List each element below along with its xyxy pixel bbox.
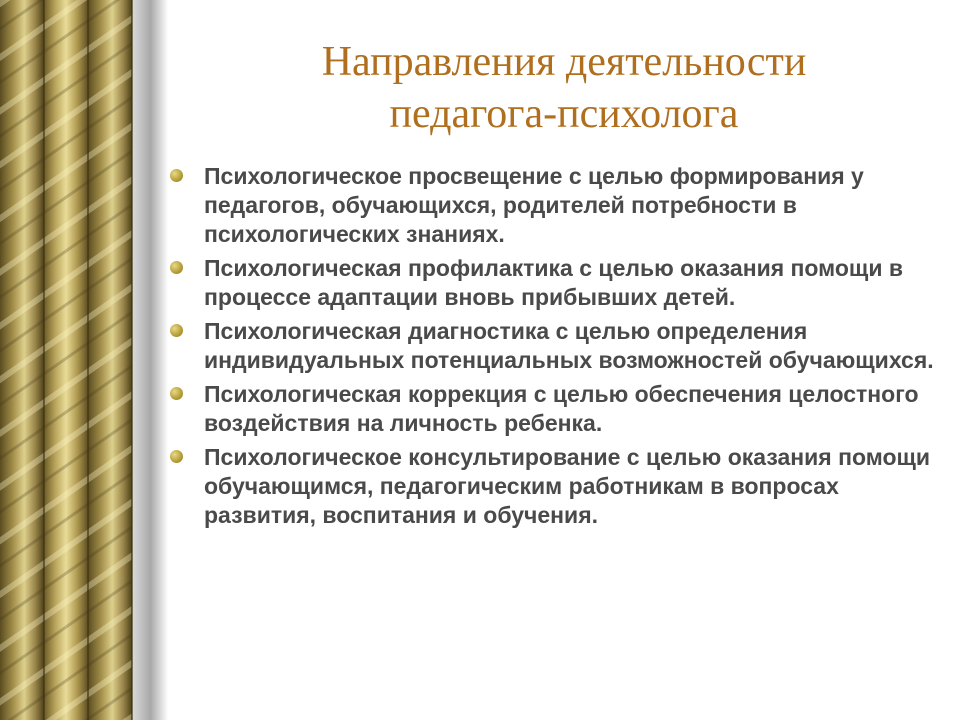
decorative-gold-band bbox=[0, 0, 168, 720]
title-line-1: Направления деятельности bbox=[321, 39, 807, 85]
bullet-text: Психологическое консультирование с целью оказания помощи обучающимся, педагогическим работникам в вопросах развития, воспитания и обучения. bbox=[204, 444, 931, 528]
bullet-item bbox=[168, 317, 944, 375]
bullet-list bbox=[168, 162, 944, 535]
bullet-dot-icon bbox=[170, 450, 183, 463]
bullet-item bbox=[168, 254, 944, 312]
bullet-item bbox=[168, 380, 944, 438]
bullet-dot-icon bbox=[170, 261, 183, 274]
slide-title bbox=[168, 36, 960, 140]
title-line-2: педагога-психолога bbox=[389, 91, 739, 137]
bullet-text: Психологическая диагностика с целью определения индивидуальных потенциальных возможностей обучающихся. bbox=[204, 318, 934, 373]
bullet-dot-icon bbox=[170, 324, 183, 337]
bullet-dot-icon bbox=[170, 169, 183, 182]
bullet-item bbox=[168, 162, 944, 249]
bullet-text: Психологическая коррекция с целью обеспечения целостного воздействия на личность ребенка. bbox=[204, 381, 919, 436]
bullet-text: Психологическая профилактика с целью оказания помощи в процессе адаптации вновь прибывших детей. bbox=[204, 255, 904, 310]
bullet-dot-icon bbox=[170, 387, 183, 400]
bullet-item bbox=[168, 443, 944, 530]
bullet-text: Психологическое просвещение с целью формирования у педагогов, обучающихся, родителей потребности в психологических знаниях. bbox=[204, 163, 864, 247]
